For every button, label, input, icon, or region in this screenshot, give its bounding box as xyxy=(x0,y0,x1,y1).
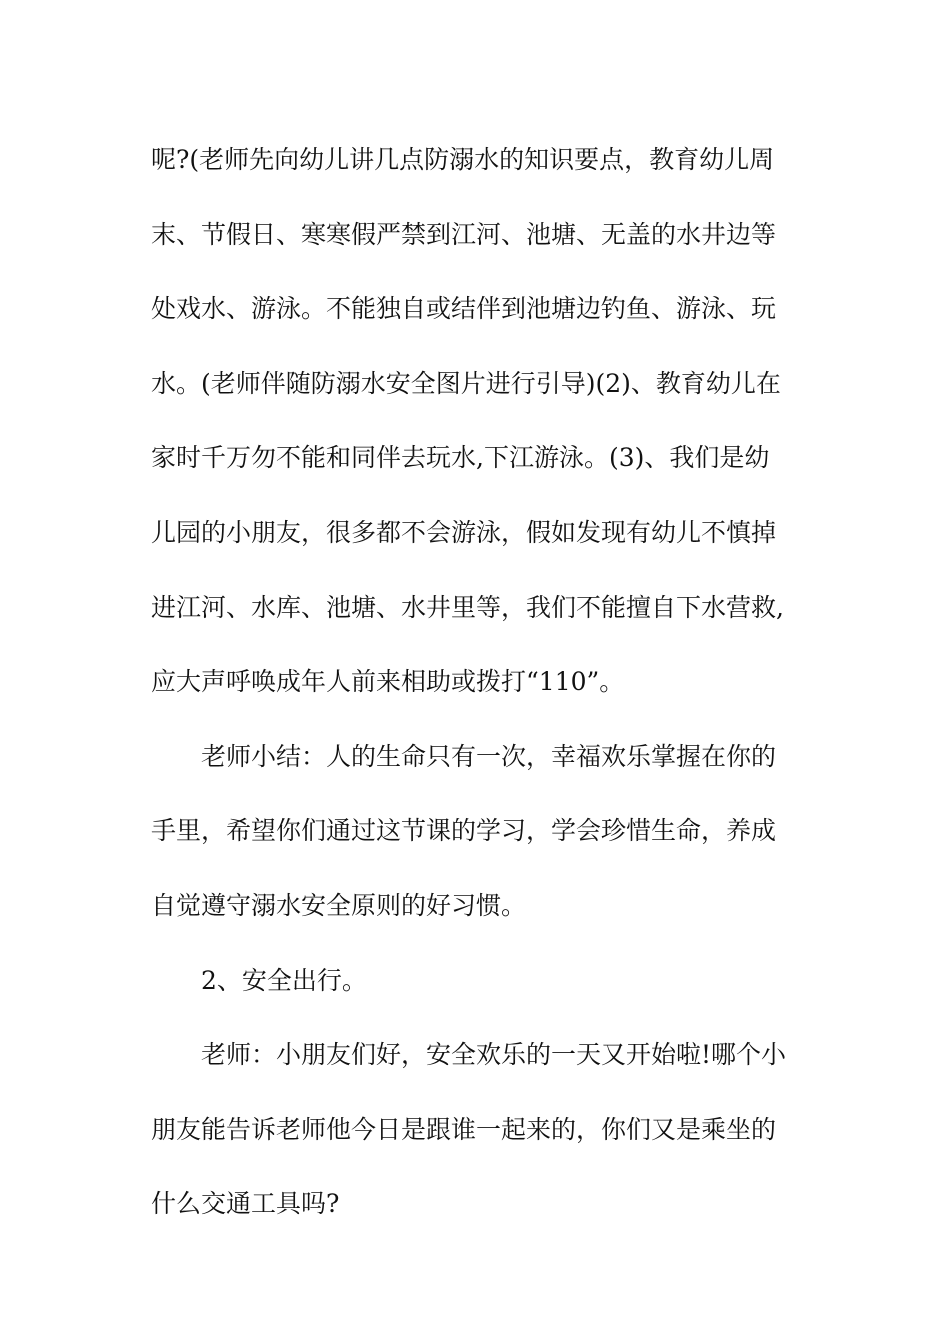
paragraph-line: 应大声呼唤成年人前来相助或拨打“110”。 xyxy=(151,667,625,697)
paragraph-line: 儿园的小朋友，很多都不会游泳，假如发现有幼儿不慎掉 xyxy=(151,517,777,547)
paragraph-line: 水。(老师伴随防溺水安全图片进行引导)(2)、教育幼儿在 xyxy=(151,368,781,398)
summary-line: 自觉遵守溺水安全原则的好习惯。 xyxy=(151,890,527,920)
paragraph-line: 进江河、水库、池塘、水井里等，我们不能擅自下水营救, xyxy=(151,592,784,622)
paragraph-line: 呢?(老师先向幼儿讲几点防溺水的知识要点，教育幼儿周 xyxy=(151,145,775,174)
dialogue-line: 什么交通工具吗? xyxy=(151,1189,340,1219)
body-text xyxy=(151,123,811,1242)
summary-line: 老师小结：人的生命只有一次，幸福欢乐掌握在你的 xyxy=(201,741,777,771)
paragraph-line: 家时千万勿不能和同伴去玩水,下江游泳。(3)、我们是幼 xyxy=(151,443,770,473)
summary-line: 手里，希望你们通过这节课的学习，学会珍惜生命，养成 xyxy=(151,816,777,846)
section-heading: 2、安全出行。 xyxy=(201,965,367,995)
paragraph-line: 处戏水、游泳。不能独自或结伴到池塘边钓鱼、游泳、玩 xyxy=(151,294,777,324)
dialogue-line: 朋友能告诉老师他今日是跟谁一起来的，你们又是乘坐的 xyxy=(151,1114,777,1144)
paragraph-line: 末、节假日、寒寒假严禁到江河、池塘、无盖的水井边等 xyxy=(151,219,777,249)
dialogue-line: 老师：小朋友们好，安全欢乐的一天又开始啦!哪个小 xyxy=(201,1040,787,1070)
